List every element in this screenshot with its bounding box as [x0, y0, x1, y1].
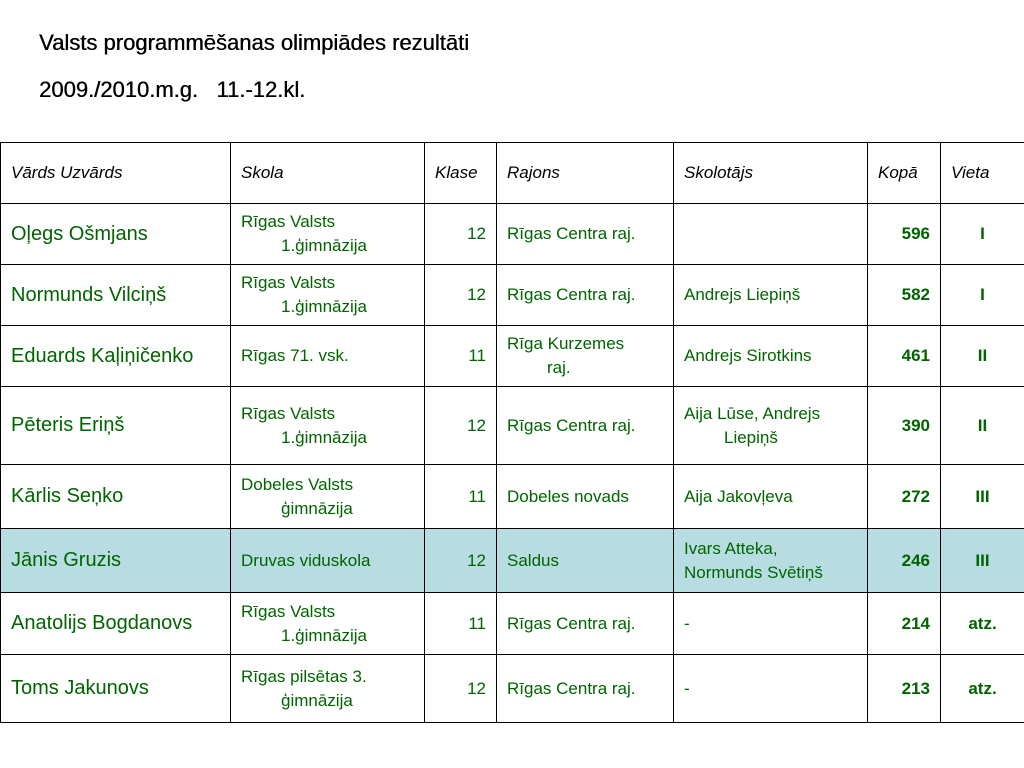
student-name — [1, 387, 231, 465]
teacher-text: - — [684, 613, 690, 633]
student-name-text: Kārlis Seņko — [11, 485, 124, 507]
place-text: II — [977, 346, 988, 365]
school-text: Dobeles Valsts — [241, 474, 354, 494]
teacher-text: Aija Lūse, Andrejs — [684, 403, 821, 423]
header-name: Vārds Uzvārds — [1, 143, 231, 204]
table-row — [1, 465, 1024, 529]
place-text: I — [980, 285, 985, 304]
class — [425, 655, 497, 723]
teacher-text: Normunds Svētiņš — [684, 562, 823, 582]
student-name — [1, 265, 231, 326]
total-score-text: 272 — [901, 486, 930, 506]
class — [425, 204, 497, 265]
school — [231, 265, 425, 326]
district — [497, 387, 674, 465]
place-text: atz. — [968, 678, 997, 698]
school — [231, 326, 425, 387]
table-header-row — [1, 143, 1024, 204]
total-score-text: 214 — [901, 613, 930, 633]
teacher — [674, 465, 868, 529]
header-district: Rajons — [497, 143, 674, 204]
student-name-text: Pēteris Eriņš — [11, 414, 125, 436]
class-text: 11 — [468, 613, 486, 633]
district — [497, 265, 674, 326]
total-score — [868, 265, 941, 326]
total-score — [868, 326, 941, 387]
teacher — [674, 265, 868, 326]
school — [231, 387, 425, 465]
school-text: 1.ģimnāzija — [281, 297, 367, 316]
table-row — [1, 593, 1024, 655]
district-text: Saldus — [507, 550, 559, 570]
school-text: Rīgas pilsētas 3. — [241, 666, 367, 686]
place-text: III — [975, 486, 990, 506]
student-name-text: Oļegs Ošmjans — [11, 222, 148, 245]
teacher — [674, 387, 868, 465]
table-row — [1, 655, 1024, 723]
student-name — [1, 593, 231, 655]
school-text: 1.ģimnāzija — [281, 625, 367, 645]
school-text: Rīgas 71. vsk. — [241, 346, 349, 365]
school — [231, 204, 425, 265]
total-score — [868, 529, 941, 593]
district-text: Rīgas Centra raj. — [507, 224, 636, 243]
place — [941, 265, 1024, 326]
place-text: atz. — [968, 613, 997, 633]
student-name — [1, 326, 231, 387]
school — [231, 529, 425, 593]
total-score-text: 582 — [901, 285, 930, 304]
class-text: 12 — [467, 224, 486, 243]
place-text: III — [975, 550, 990, 570]
class-text: 11 — [468, 346, 486, 365]
school-text: ģimnāzija — [281, 690, 353, 710]
class-text: 12 — [467, 415, 486, 435]
student-name — [1, 204, 231, 265]
place — [941, 529, 1024, 593]
student-name — [1, 529, 231, 593]
school — [231, 655, 425, 723]
header-class: Klase — [425, 143, 497, 204]
page-title: Valsts programmēšanas olimpiādes rezultāti — [39, 30, 469, 55]
title-block — [39, 30, 469, 124]
total-score-text: 596 — [901, 224, 930, 243]
student-name-text: Jānis Gruzis — [11, 549, 122, 571]
teacher-text: - — [684, 678, 690, 698]
header-school: Skola — [231, 143, 425, 204]
district-text: Rīgas Centra raj. — [507, 678, 636, 698]
place-text: I — [980, 224, 985, 243]
student-name — [1, 465, 231, 529]
table-row — [1, 529, 1024, 593]
class-text: 12 — [467, 678, 486, 698]
place — [941, 204, 1024, 265]
district-text: Rīgas Centra raj. — [507, 415, 636, 435]
student-name-text: Toms Jakunovs — [11, 677, 149, 699]
teacher-text: Andrejs Sirotkins — [684, 346, 812, 365]
table-row — [1, 326, 1024, 387]
total-score-text: 390 — [901, 415, 930, 435]
district — [497, 593, 674, 655]
teacher — [674, 204, 868, 265]
school-text: 1.ģimnāzija — [281, 427, 367, 447]
place — [941, 655, 1024, 723]
place — [941, 326, 1024, 387]
table-row — [1, 265, 1024, 326]
teacher-text: Liepiņš — [724, 427, 778, 447]
page-subtitle: 2009./2010.m.g. 11.-12.kl. — [39, 77, 306, 102]
school — [231, 593, 425, 655]
teacher — [674, 529, 868, 593]
school-text: 1.ģimnāzija — [281, 236, 367, 255]
total-score — [868, 204, 941, 265]
district-text: raj. — [547, 358, 571, 377]
place — [941, 593, 1024, 655]
school-text: Rīgas Valsts — [241, 601, 336, 621]
total-score — [868, 655, 941, 723]
district-text: Rīgas Centra raj. — [507, 613, 636, 633]
district-text: Rīgas Centra raj. — [507, 285, 636, 304]
table-row — [1, 387, 1024, 465]
class — [425, 265, 497, 326]
class-text: 12 — [467, 285, 486, 304]
class-text: 11 — [468, 486, 486, 506]
class — [425, 465, 497, 529]
district — [497, 465, 674, 529]
school-text: Rīgas Valsts — [241, 273, 336, 292]
district — [497, 326, 674, 387]
teacher-text: Ivars Atteka, — [684, 538, 778, 558]
place — [941, 465, 1024, 529]
student-name-text: Eduards Kaļiņičenko — [11, 344, 194, 367]
place — [941, 387, 1024, 465]
class — [425, 387, 497, 465]
total-score-text: 213 — [901, 678, 930, 698]
student-name — [1, 655, 231, 723]
results-table — [0, 142, 1024, 723]
class-text: 12 — [467, 550, 486, 570]
student-name-text: Normunds Vilciņš — [11, 283, 167, 306]
header-teacher: Skolotājs — [674, 143, 868, 204]
district — [497, 655, 674, 723]
teacher — [674, 326, 868, 387]
total-score-text: 461 — [901, 346, 930, 365]
teacher — [674, 593, 868, 655]
school-text: Druvas viduskola — [241, 550, 371, 570]
teacher-text: Aija Jakovļeva — [684, 486, 793, 506]
district-text: Rīga Kurzemes — [507, 334, 625, 353]
district — [497, 204, 674, 265]
header-place: Vieta — [941, 143, 1024, 204]
total-score — [868, 465, 941, 529]
total-score — [868, 593, 941, 655]
class — [425, 529, 497, 593]
district — [497, 529, 674, 593]
place-text: II — [977, 415, 988, 435]
teacher-text: Andrejs Liepiņš — [684, 285, 801, 304]
class — [425, 326, 497, 387]
district-text: Dobeles novads — [507, 486, 629, 506]
school — [231, 465, 425, 529]
school-text: Rīgas Valsts — [241, 403, 336, 423]
class — [425, 593, 497, 655]
total-score-text: 246 — [901, 550, 930, 570]
total-score — [868, 387, 941, 465]
table-row — [1, 204, 1024, 265]
school-text: ģimnāzija — [281, 498, 353, 518]
school-text: Rīgas Valsts — [241, 212, 336, 231]
header-total: Kopā — [868, 143, 941, 204]
teacher — [674, 655, 868, 723]
student-name-text: Anatolijs Bogdanovs — [11, 612, 193, 634]
